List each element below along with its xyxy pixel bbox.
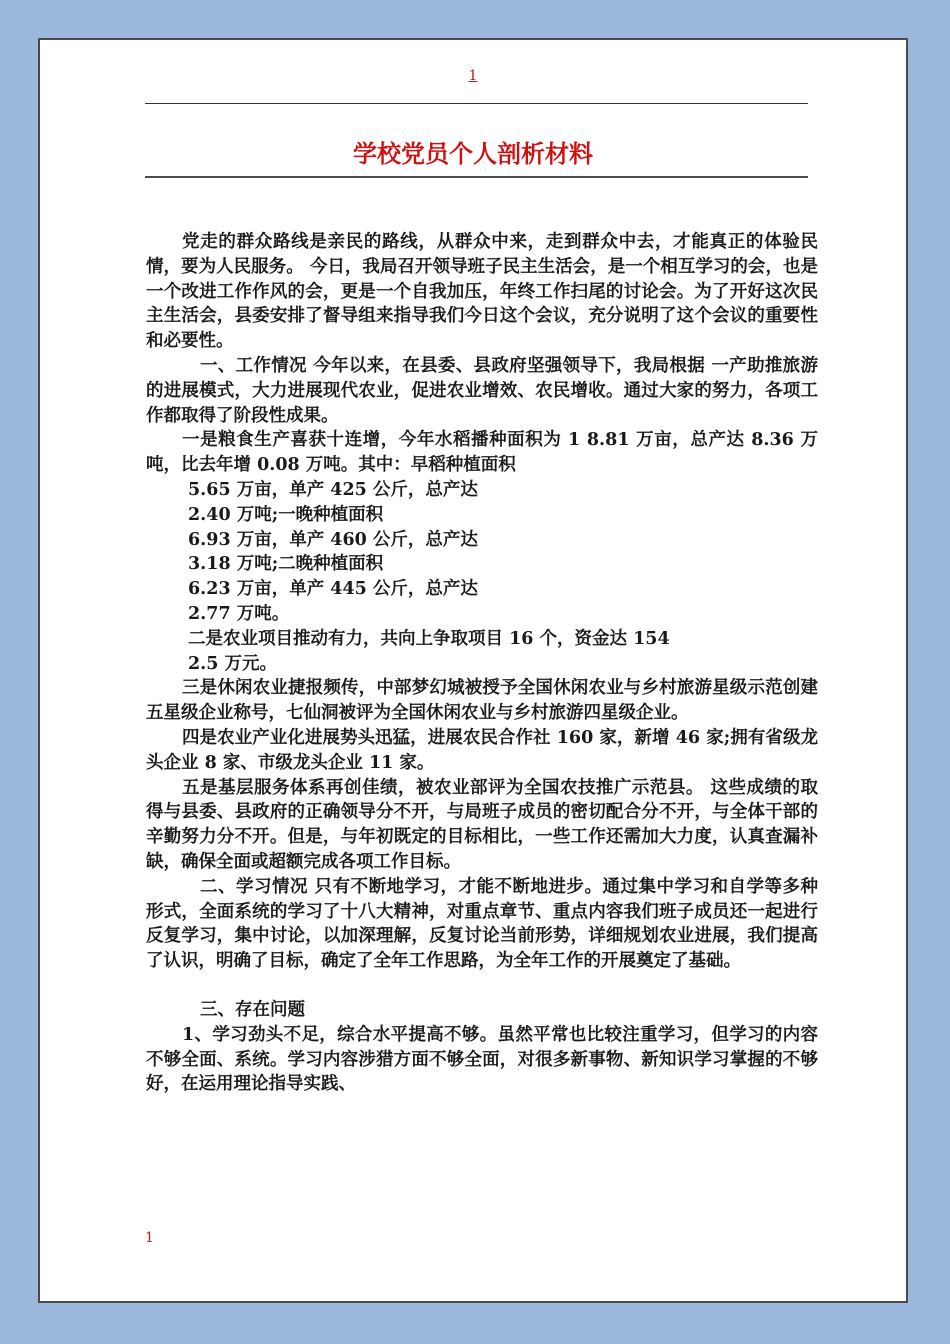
paragraph-leisure: 三是休闲农业捷报频传，中部梦幻城被授予全国休闲农业与乡村旅游星级示范创建五星级企业称号，七仙洞被评为全国休闲农业与乡村旅游四星级企业。: [146, 678, 818, 724]
header-divider: [145, 103, 808, 104]
list-line: 3.18 万吨;二晚种植面积: [188, 554, 384, 575]
footer-page-number: 1: [145, 1230, 154, 1246]
document-page: [38, 38, 908, 1303]
header-page-number: 1: [468, 68, 478, 84]
list-line: 2.40 万吨;一晚种植面积: [188, 504, 384, 525]
paragraph-problem-1: 1、学习劲头不足，综合水平提高不够。虽然平常也比较注重学习，但学习的内容不够全面、系统。学习内容涉猎方面不够全面，对很多新事物、新知识学习掌握的不够好，在运用理论指导实践、: [146, 1024, 818, 1095]
paragraph-work-status: 一、工作情况 今年以来，在县委、县政府坚强领导下，我局根据 一产助推旅游 的进展模式，大力进展现代农业，促进农业增效、农民增收。通过大家的努力，各项工作都取得了阶段性成果。: [146, 355, 818, 426]
list-line: 2.5 万元。: [188, 653, 278, 674]
list-line: 二是农业项目推动有力，共向上争取项目 16 个，资金达 154: [188, 628, 670, 649]
document-body: [146, 230, 818, 1097]
list-line: 6.93 万亩，单产 460 公斤，总产达: [188, 529, 478, 550]
paragraph-study: 二、学习情况 只有不断地学习，才能不断地进步。通过集中学习和自学等多种形式，全面系统的学习了十八大精神，对重点章节、重点内容我们班子成员还一起进行反复学习，集中讨论，以加深理解，反复讨论当前形势，详细规划农业进展，我们提高了认识，明确了目标，确定了全年工作思路，为全年工作的开展奠定了基础。: [146, 876, 818, 972]
paragraph-services: 五是基层服务体系再创佳绩，被农业部评为全国农技推广示范县。 这些成绩的取得与县委、县政府的正确领导分不开，与局班子成员的密切配合分不开，与全体干部的辛勤努力分不开。但是，与年初既定的目标相比，一些工作还需加大力度，认真查漏补缺，确保全面或超额完成各项工作目标。: [146, 777, 818, 872]
list-line: 5.65 万亩，单产 425 公斤，总产达: [188, 479, 478, 500]
paragraph-industrialization: 四是农业产业化进展势头迅猛，进展农民合作社 160 家，新增 46 家;拥有省级龙头企业 8 家、市级龙头企业 11 家。: [146, 727, 818, 773]
section-heading-problems: 三、存在问题: [200, 999, 305, 1020]
list-line: 2.77 万吨。: [188, 603, 290, 624]
paragraph-intro: 党走的群众路线是亲民的路线，从群众中来，走到群众中去，才能真正的体验民情，要为人民服务。 今日，我局召开领导班子民主生活会，是一个相互学习的会，也是一个改进工作作风的会，更是一个自我加压，年终工作扫尾的讨论会。为了开好这次民主生活会，县委安排了督导组来指导我们今日这个会议，充分说明了这个会议的重要性和必要性。: [146, 232, 818, 352]
title-divider: [145, 176, 808, 178]
list-line: 6.23 万亩，单产 445 公斤，总产达: [188, 579, 478, 600]
document-title: 学校党员个人剖析材料: [353, 139, 593, 168]
grain-figures-list: [146, 478, 818, 676]
paragraph-grain: 一是粮食生产喜获十连增，今年水稻播种面积为 1 8.81 万亩，总产达 8.36 万吨，比去年增 0.08 万吨。其中：早稻种植面积: [146, 430, 818, 476]
